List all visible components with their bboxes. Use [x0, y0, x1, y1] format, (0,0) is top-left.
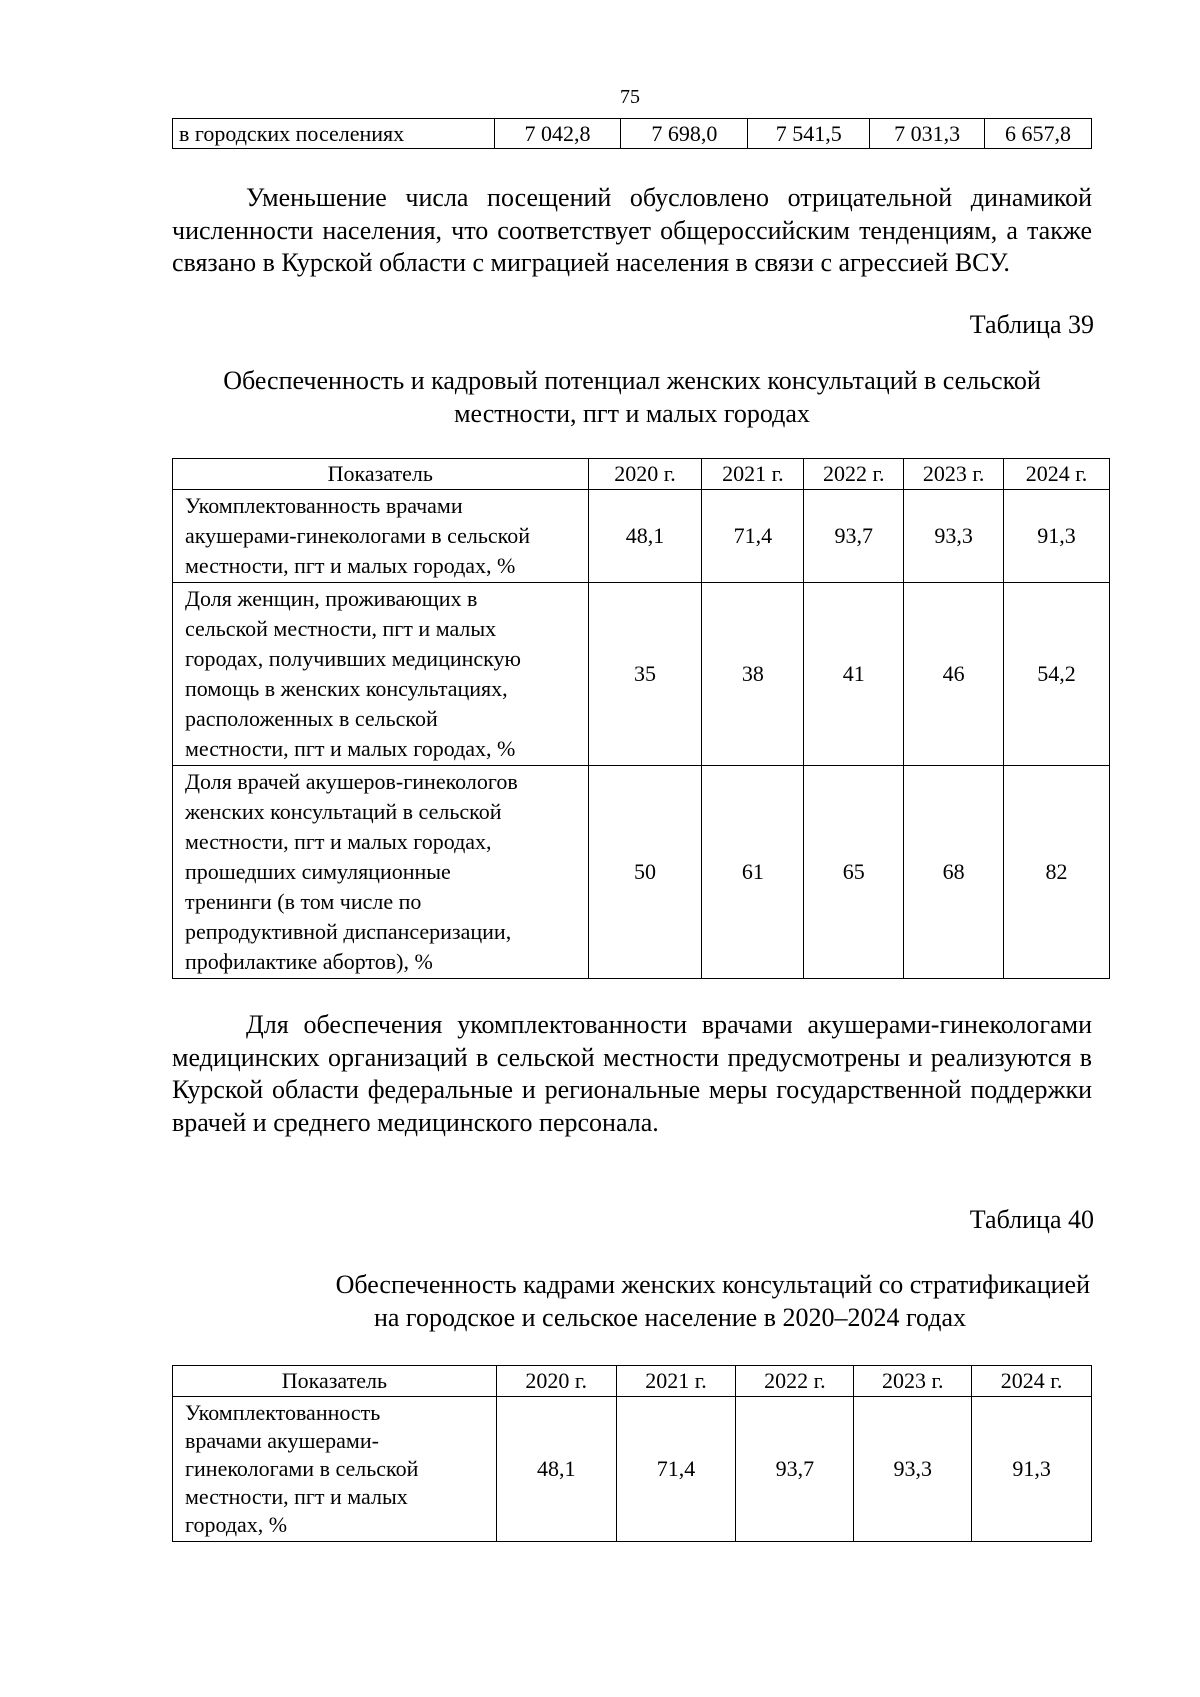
- column-header: 2021 г.: [616, 1366, 736, 1397]
- table-cell: 50: [588, 766, 702, 979]
- row-label: [173, 583, 589, 766]
- label-line: местности, пгт и малых городах,: [185, 829, 492, 854]
- column-header: 2024 г.: [972, 1366, 1092, 1397]
- table-cell: 38: [702, 583, 804, 766]
- row-label: [173, 490, 589, 583]
- title-line: на городское и сельское население в 2020–2024 годах: [373, 1303, 967, 1332]
- label-line: репродуктивной диспансеризации,: [185, 919, 512, 944]
- table-cell: 82: [1004, 766, 1110, 979]
- column-header: Показатель: [173, 1366, 497, 1397]
- label-line: профилактике абортов), %: [185, 949, 433, 974]
- table-cell: 7 042,8: [494, 119, 621, 149]
- column-header: Показатель: [173, 459, 589, 490]
- label-line: местности, пгт и малых городах, %: [185, 553, 516, 578]
- table-header-row: [173, 1366, 1092, 1397]
- table-cell: 93,3: [904, 490, 1004, 583]
- row-label: [173, 766, 589, 979]
- label-line: тренинги (в том числе по: [185, 889, 422, 914]
- column-header: 2024 г.: [1004, 459, 1110, 490]
- table-row: [173, 583, 1110, 766]
- table-row: [173, 490, 1110, 583]
- title-line: Обеспеченность и кадровый потенциал женских консультаций в сельской: [223, 366, 1041, 395]
- column-header: 2021 г.: [702, 459, 804, 490]
- table-cell: 71,4: [702, 490, 804, 583]
- label-line: Укомплектованность врачами: [185, 493, 463, 518]
- label-line: городах, %: [185, 1512, 288, 1537]
- table-cell: 48,1: [496, 1397, 616, 1542]
- label-line: местности, пгт и малых: [185, 1484, 408, 1509]
- table-cell: 6 657,8: [985, 119, 1092, 149]
- table-cell: 35: [588, 583, 702, 766]
- table-cell: 68: [904, 766, 1004, 979]
- table-40-number: Таблица 40: [969, 1205, 1094, 1234]
- table-cell: 93,7: [736, 1397, 854, 1542]
- column-header: 2023 г.: [904, 459, 1004, 490]
- label-line: Укомплектованность: [185, 1400, 381, 1425]
- table-cell: 54,2: [1004, 583, 1110, 766]
- page-number: 75: [620, 86, 640, 108]
- label-line: гинекологами в сельской: [185, 1456, 419, 1481]
- table-39: [172, 458, 1110, 979]
- row-label: [173, 1397, 497, 1542]
- table-row: [173, 1397, 1092, 1542]
- label-line: сельской местности, пгт и малых: [185, 616, 497, 641]
- label-line: прошедших симуляционные: [185, 859, 451, 884]
- title-line: местности, пгт и малых городах: [454, 399, 810, 428]
- table-39-title: [172, 364, 1092, 430]
- table-cell: 93,7: [804, 490, 904, 583]
- label-line: помощь в женских консультациях,: [185, 676, 508, 701]
- continued-table: [172, 118, 1092, 149]
- paragraph-1: [172, 182, 1092, 280]
- label-line: расположенных в сельской: [185, 706, 438, 731]
- label-line: городах, получивших медицинскую: [185, 646, 521, 671]
- table-cell: 61: [702, 766, 804, 979]
- table-row: [173, 119, 1092, 149]
- label-line: местности, пгт и малых городах, %: [185, 736, 516, 761]
- column-header: 2022 г.: [736, 1366, 854, 1397]
- table-cell: 93,3: [854, 1397, 972, 1542]
- table-40: [172, 1365, 1092, 1542]
- label-line: женских консультаций в сельской: [185, 799, 502, 824]
- table-cell: 91,3: [1004, 490, 1110, 583]
- label-line: Доля женщин, проживающих в: [185, 586, 478, 611]
- table-cell: 7 698,0: [621, 119, 748, 149]
- table-39-number: Таблица 39: [969, 310, 1094, 339]
- paragraph-text: Уменьшение числа посещений обусловлено отрицательной динамикой численности населения, что соответствует общероссийским тенденциям, а также связано в Курской области с миграцией населения в связи с агрессией ВСУ.: [172, 183, 1092, 277]
- table-cell: 71,4: [616, 1397, 736, 1542]
- column-header: 2020 г.: [588, 459, 702, 490]
- title-line: Обеспеченность кадрами женских консультаций со стратификацией: [335, 1270, 1090, 1299]
- label-line: Доля врачей акушеров-гинекологов: [185, 769, 518, 794]
- table-40-title: [250, 1268, 1090, 1334]
- column-header: 2020 г.: [496, 1366, 616, 1397]
- paragraph-2: [172, 1009, 1092, 1139]
- table-header-row: [173, 459, 1110, 490]
- column-header: 2023 г.: [854, 1366, 972, 1397]
- row-label: в городских поселениях: [173, 119, 495, 149]
- column-header: 2022 г.: [804, 459, 904, 490]
- table-row: [173, 766, 1110, 979]
- table-cell: 7 031,3: [870, 119, 985, 149]
- table-cell: 46: [904, 583, 1004, 766]
- table-cell: 91,3: [972, 1397, 1092, 1542]
- label-line: врачами акушерами-: [185, 1428, 379, 1453]
- label-line: акушерами-гинекологами в сельской: [185, 523, 531, 548]
- table-cell: 41: [804, 583, 904, 766]
- table-cell: 48,1: [588, 490, 702, 583]
- table-cell: 65: [804, 766, 904, 979]
- table-cell: 7 541,5: [748, 119, 870, 149]
- paragraph-text: Для обеспечения укомплектованности врачами акушерами-гинекологами медицинских организаций в сельской местности предусмотрены и реализуются в Курской области федеральные и региональные меры государственной поддержки врачей и среднего медицинского персонала.: [172, 1010, 1092, 1137]
